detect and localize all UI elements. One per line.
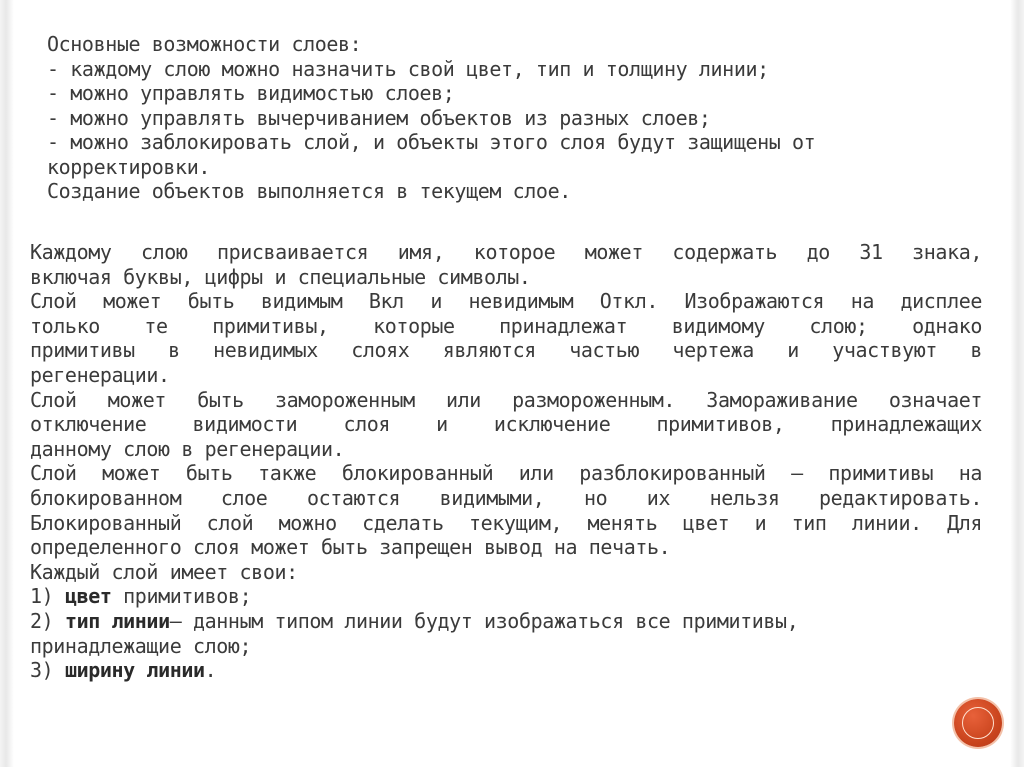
list-item-linetype (30, 609, 982, 634)
list-number: 1) (30, 584, 65, 609)
text-line: данному слою в регенерации. (30, 436, 345, 461)
list-text: примитивов; (111, 584, 252, 609)
list-number: 2) (30, 608, 65, 633)
text-line: отключение видимости слоя и исключение примитивов, принадлежащих (30, 412, 982, 437)
intro-line: - каждому слою можно назначить свой цвет, тип и толщину линии; (47, 56, 769, 81)
list-text: . (204, 658, 217, 683)
text-line: Слой может быть видимым Вкл и невидимым Откл. Изображаются на дисплее (30, 289, 982, 314)
text-line: определенного слоя может быть запрещен вывод на печать. (30, 535, 671, 560)
list-term: тип линии (64, 608, 170, 633)
list-item-linewidth (30, 658, 982, 683)
text-line: Блокированный слой можно сделать текущим, менять цвет и тип линии. Для (30, 510, 982, 535)
list-number: 3) (30, 658, 65, 683)
left-frame (0, 0, 14, 767)
paragraph-visibility (30, 289, 982, 387)
list-text: – данным типом линии будут изображаться все примитивы, (169, 608, 799, 633)
logo-circle-icon (954, 699, 1002, 747)
list-item-color (30, 584, 982, 609)
right-frame (1010, 0, 1024, 767)
paragraph-names (30, 240, 982, 289)
logo-ring (962, 707, 994, 739)
intro-line: - можно управлять видимостью слоев; (47, 81, 455, 105)
text-line: Каждому слою присваивается имя, которое может содержать до 31 знака, (30, 240, 982, 264)
text-line: только те примитивы, которые принадлежат видимому слою; однако (30, 313, 982, 338)
intro-line: Создание объектов выполняется в текущем слое. (47, 179, 571, 203)
intro-line: Основные возможности слоев: (47, 32, 362, 56)
list-term: ширину линии (64, 658, 205, 683)
paragraph-lock (30, 461, 982, 559)
text-line: включая буквы, цифры и специальные символы. (30, 264, 531, 289)
text-line: Слой может быть замороженным или размороженным. Замораживание означает (30, 387, 982, 412)
intro-line: - можно управлять вычерчиванием объектов из разных слоев; (47, 105, 711, 130)
main-text-block (30, 240, 982, 683)
text-line: примитивы в невидимых слоях являются частью чертежа и участвуют в (30, 338, 982, 363)
intro-block (47, 32, 947, 204)
text-line: блокированном слое остаются видимыми, но их нельзя редактировать. (30, 485, 982, 510)
text-line: Слой может быть также блокированный или разблокированный – примитивы на (30, 461, 982, 486)
list-intro: Каждый слой имеет свои: (30, 559, 298, 584)
intro-line: корректировки. (47, 154, 210, 179)
list-item-linetype-cont: принадлежащие слою; (30, 633, 252, 658)
list-term: цвет (64, 584, 112, 609)
paragraph-freeze (30, 388, 982, 462)
intro-line: - можно заблокировать слой, и объекты этого слоя будут защищены от (47, 130, 816, 154)
text-line: регенерации. (30, 362, 170, 387)
